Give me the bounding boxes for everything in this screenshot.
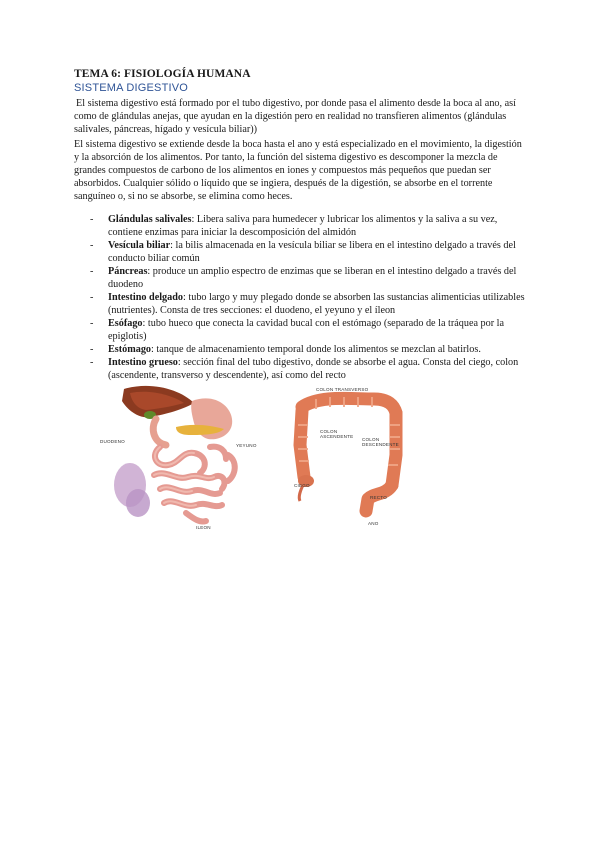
digestive-organs-illustration	[100, 385, 270, 530]
list-item: - Vesícula biliar: la bilis almacenada en la vesícula biliar se libera en el intestino delgado a través del conducto biliar común	[90, 240, 516, 264]
term-definition: : tanque de almacenamiento temporal donde los alimentos se mezclan al batirlos.	[151, 344, 481, 355]
paragraph-function: El sistema digestivo se extiende desde la boca hasta el ano y está especializado en el movimiento, la digestión y la absorción de los alimentos. Por tanto, la función del sistema digestivo es descomponer la mezcla de grandes compuestos de carbono de los alimentos en iones y compuestos más pequeños que puedan ser absorbidos. Cualquier sólido o líquido que se ingiera, después de la digestión, se absorbe en el torrente sanguíneo o, si no se absorbe, se elimina como heces.	[74, 139, 522, 202]
paragraph-intro: El sistema digestivo está formado por el tubo digestivo, por donde pasa el alimento desde la boca al ano, así como de glándulas anejas, que ayudan en la digestión pero en realidad no transfieren alimentos (glándulas salivales, páncreas, hígado y vesícula biliar))	[74, 98, 516, 135]
organ-list	[74, 213, 528, 382]
label-ano: ANO	[368, 521, 379, 526]
list-item: - Intestino delgado: tubo largo y muy plegado donde se absorben las sustancias alimenticias utilizables (nutrientes). Consta de tres secciones: el duodeno, el yeyuno y el íleon	[90, 292, 525, 316]
large-intestine-image	[290, 385, 410, 530]
term-label: Páncreas	[108, 266, 148, 277]
label-colon-ascendente: COLON ASCENDENTE	[320, 429, 354, 439]
term-definition: : tubo hueco que conecta la cavidad bucal con el estómago (separado de la tráquea por la epiglotis)	[108, 318, 505, 342]
large-intestine-illustration	[290, 385, 410, 530]
label-yeyuno: YEYUNO	[236, 443, 257, 448]
term-label: Glándulas salivales	[108, 214, 192, 225]
term-definition: : Libera saliva para humedecer y lubricar los alimentos y la saliva a su vez, contiene enzimas para iniciar la descomposición del almidón	[108, 214, 498, 238]
term-label: Intestino delgado	[108, 292, 184, 303]
term-label: Esófago	[108, 318, 143, 329]
label-duodeno: DUODENO	[100, 439, 125, 444]
list-item: - Glándulas salivales: Libera saliva para humedecer y lubricar los alimentos y la saliva a su vez, contiene enzimas para iniciar la descomposición del almidón	[90, 214, 498, 238]
list-item: - Esófago: tubo hueco que conecta la cavidad bucal con el estómago (separado de la tráquea por la epiglotis)	[90, 318, 505, 342]
small-intestine-image	[110, 385, 270, 530]
term-definition: : la bilis almacenada en la vesícula biliar se libera en el intestino delgado a través del conducto biliar común	[108, 240, 516, 264]
document-page	[74, 68, 528, 382]
list-item: - Estómago: tanque de almacenamiento temporal donde los alimentos se mezclan al batirlos.	[90, 344, 481, 355]
list-item: - Intestino grueso: sección final del tubo digestivo, donde se absorbe el agua. Consta del ciego, colon (ascendente, transverso y descendente), así como del recto	[90, 357, 519, 381]
list-item: - Páncreas: produce un amplio espectro de enzimas que se liberan en el intestino delgado a través del duodeno	[90, 266, 517, 290]
term-definition: : tubo largo y muy plegado donde se absorben las sustancias alimenticias utilizables (nutrientes). Consta de tres secciones: el duodeno, el yeyuno y el íleon	[108, 292, 525, 316]
term-label: Estómago	[108, 344, 152, 355]
label-ciego: CIEGO	[294, 483, 310, 488]
page-title: TEMA 6: FISIOLOGÍA HUMANA	[74, 68, 251, 80]
term-label: Intestino grueso	[108, 357, 178, 368]
term-definition: : produce un amplio espectro de enzimas que se liberan en el intestino delgado a través del duodeno	[108, 266, 517, 290]
label-recto: RECTO	[370, 495, 387, 500]
term-label: Vesícula biliar	[108, 240, 171, 251]
label-colon-transverso: COLON TRANSVERSO	[316, 387, 369, 392]
section-heading: SISTEMA DIGESTIVO	[74, 82, 189, 94]
label-ileon: ILEON	[196, 525, 211, 530]
term-definition: : sección final del tubo digestivo, donde se absorbe el agua. Consta del ciego, colon (ascendente, transverso y descendente), así como del recto	[108, 357, 519, 381]
label-colon-descendente: COLON DESCENDENTE	[362, 437, 399, 447]
